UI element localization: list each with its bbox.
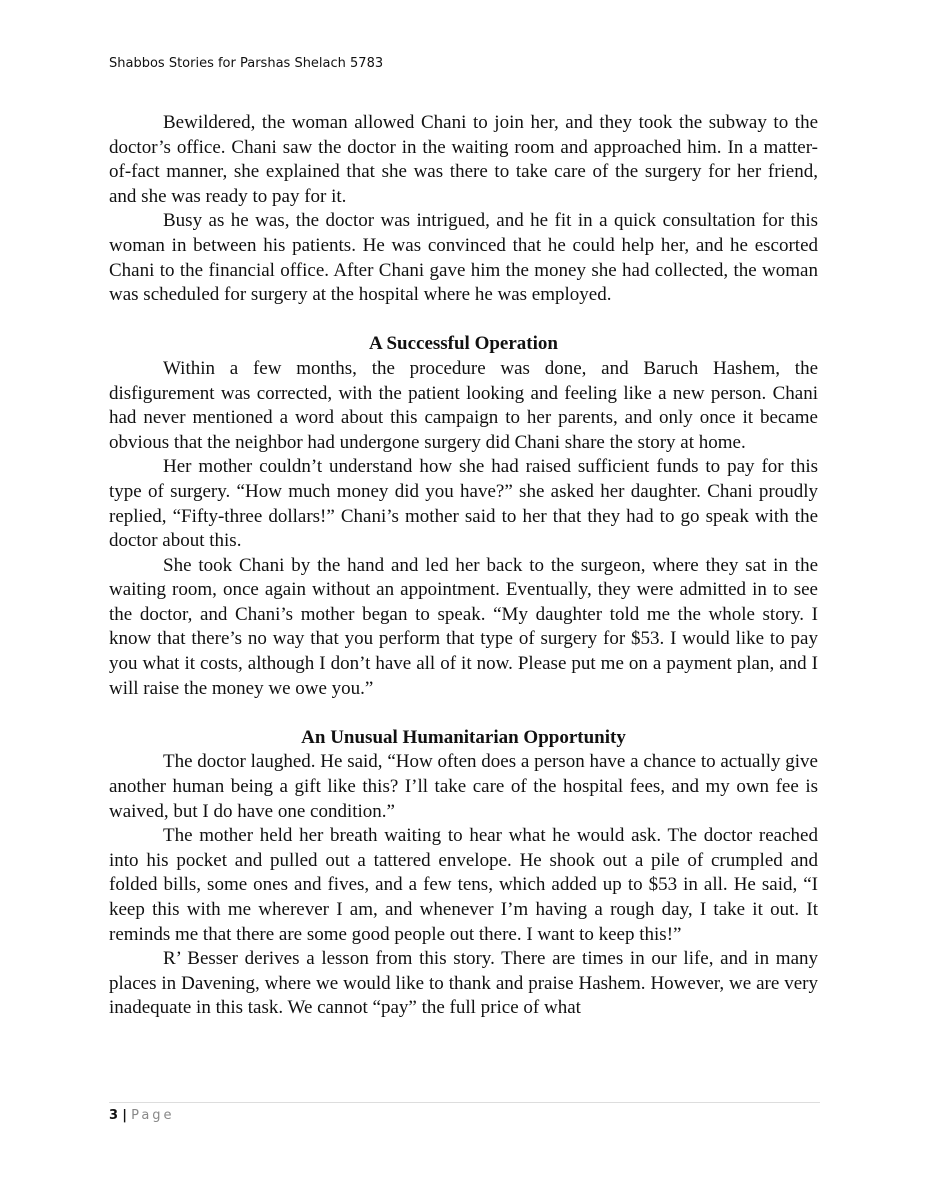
- paragraph: R’ Besser derives a lesson from this story. There are times in our life, and in many places in Davening, where we would like to thank and praise Hashem. However, we are very inadequate in this task. We cannot “pay” the full price of what: [109, 948, 818, 1019]
- page-footer: [109, 1108, 175, 1123]
- paragraph: Busy as he was, the doctor was intrigued, and he fit in a quick consultation for this woman in between his patients. He was convinced that he could help her, and he escorted Chani to the financial office. After Chani gave him the money she had collected, the woman was scheduled for surgery at the hospital where he was employed.: [109, 210, 818, 306]
- footer-divider: [109, 1102, 820, 1103]
- page-number: 3: [109, 1108, 119, 1123]
- page-label: Page: [131, 1108, 175, 1123]
- paragraph: She took Chani by the hand and led her back to the surgeon, where they sat in the waiting room, once again without an appointment. Eventually, they were admitted in to see the doctor, and Chani’s mother began to speak. “My daughter told me the whole story. I know that there’s no way that you perform that type of surgery for $53. I would like to pay you what it costs, although I don’t have all of it now. Please put me on a payment plan, and I will raise the money we owe you.”: [109, 554, 818, 699]
- footer-separator: |: [122, 1108, 127, 1123]
- paragraph: The doctor laughed. He said, “How often does a person have a chance to actually give another human being a gift like this? I’ll take care of the hospital fees, and my own fee is waived, but I do have one condition.”: [109, 751, 818, 822]
- section-heading: A Successful Operation: [369, 333, 558, 355]
- paragraph: Bewildered, the woman allowed Chani to join her, and they took the subway to the doctor’s office. Chani saw the doctor in the waiting room and approached him. In a matter-of-fact manner, she explained that she was there to take care of the surgery for her friend, and she was ready to pay for it.: [109, 112, 818, 207]
- page-body: [109, 111, 818, 1021]
- section-heading: An Unusual Humanitarian Opportunity: [301, 726, 626, 748]
- paragraph: The mother held her breath waiting to hear what he would ask. The doctor reached into his pocket and pulled out a tattered envelope. He shook out a pile of crumpled and folded bills, some ones and fives, and a few tens, which added up to $53 in all. He said, “I keep this with me wherever I am, and whenever I’m having a rough day, I take it out. It reminds me that there are some good people out there. I want to keep this!”: [109, 825, 818, 945]
- paragraph: Within a few months, the procedure was done, and Baruch Hashem, the disfigurement was corrected, with the patient looking and feeling like a new person. Chani had never mentioned a word about this campaign to her parents, and only once it became obvious that the neighbor had undergone surgery did Chani share the story at home.: [109, 357, 818, 453]
- running-header: Shabbos Stories for Parshas Shelach 5783: [109, 56, 384, 71]
- paragraph: Her mother couldn’t understand how she had raised sufficient funds to pay for this type of surgery. “How much money did you have?” she asked her daughter. Chani proudly replied, “Fifty-three dollars!” Chani’s mother said to her that they had to go speak with the doctor about this.: [109, 456, 818, 552]
